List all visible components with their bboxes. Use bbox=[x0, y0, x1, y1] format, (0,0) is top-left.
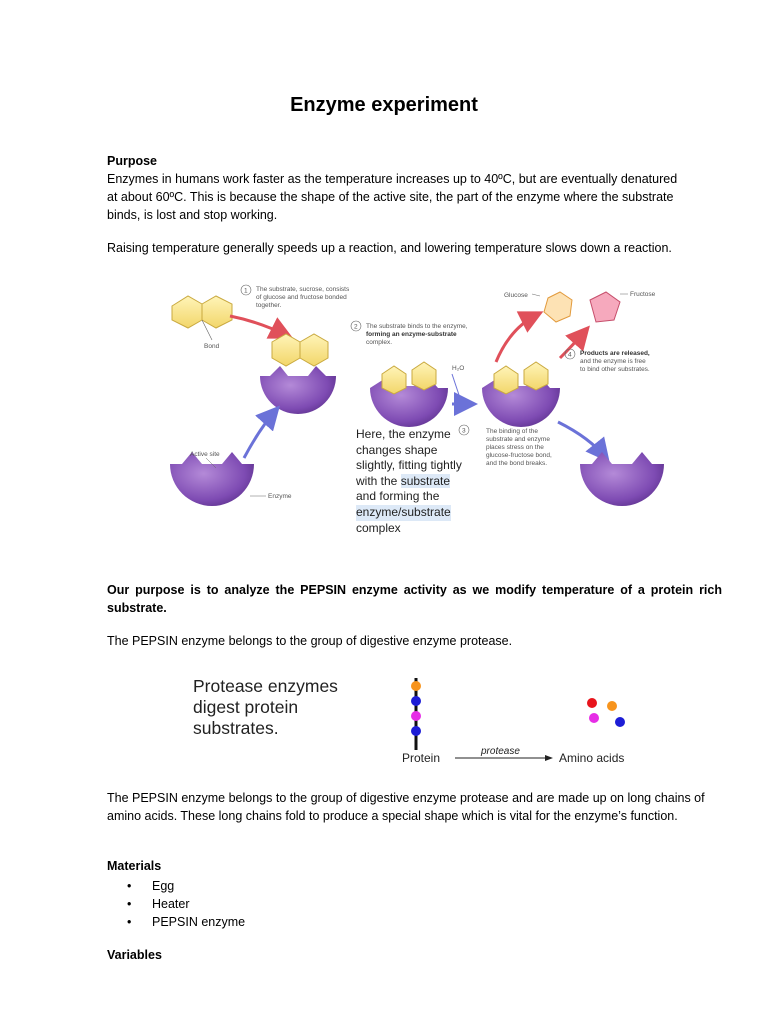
substrate-approaching bbox=[272, 334, 328, 366]
pepsin-detail: The PEPSIN enzyme belongs to the group of digestive enzyme protease and are made up on long chains of amino acids. These long chains fold to produce a special shape which is vital for the enzyme’s function. bbox=[107, 791, 705, 823]
purpose-heading: Purpose bbox=[107, 154, 158, 168]
step-3-text-2: substrate and enzyme bbox=[486, 436, 550, 443]
enzyme-label: Enzyme bbox=[268, 493, 292, 500]
active-site-label: Active site bbox=[190, 451, 220, 458]
glucose-molecule bbox=[544, 292, 572, 322]
variables-heading: Variables bbox=[107, 948, 162, 962]
step-1-text-1: The substrate, sucrose, consists bbox=[256, 286, 350, 293]
arrow-enzyme-up bbox=[244, 410, 276, 458]
protease-label: protease bbox=[481, 746, 520, 757]
enzyme-substrate-diagram bbox=[160, 258, 680, 548]
fructose-molecule bbox=[590, 292, 620, 322]
protein-label: Protein bbox=[402, 751, 441, 765]
enzyme-substrate-complex bbox=[370, 362, 448, 427]
amino-acids bbox=[587, 698, 625, 727]
list-item: • Heater bbox=[107, 895, 245, 913]
list-item: • PEPSIN enzyme bbox=[107, 913, 245, 931]
amino-acids-label: Amino acids bbox=[559, 751, 625, 765]
step-1-number: 1 bbox=[244, 287, 248, 295]
purpose-line-2: at about 60ºC. This is because the shape of the active site, the part of the enzyme where the substrate bbox=[107, 190, 674, 204]
bond-label: Bond bbox=[204, 343, 220, 350]
step-4-text-2: and the enzyme is free bbox=[580, 358, 646, 365]
arrow-to-glucose bbox=[496, 314, 538, 362]
step-2-text-2: forming an enzyme-substrate bbox=[366, 331, 457, 338]
purpose-line-3: binds, is lost and stop working. bbox=[107, 208, 278, 222]
step-1-text-2: of glucose and fructose bonded bbox=[256, 294, 347, 301]
water-label: H₂O bbox=[452, 365, 465, 372]
enzyme-shape-note: Here, the enzyme changes shape slightly, fitting tightly with the substrate and forming the enzyme/substrate complex bbox=[356, 427, 462, 535]
materials-heading: Materials bbox=[107, 859, 162, 873]
enzyme-1 bbox=[260, 366, 336, 414]
step-2-text-3: complex. bbox=[366, 339, 393, 346]
materials-list bbox=[107, 877, 245, 931]
protease-diagram bbox=[185, 668, 645, 780]
glucose-label: Glucose bbox=[504, 292, 528, 299]
sucrose-substrate bbox=[172, 296, 232, 328]
page-title: Enzyme experiment bbox=[290, 94, 478, 116]
step-2-number: 2 bbox=[354, 323, 358, 331]
temperature-statement: Raising temperature generally speeds up a reaction, and lowering temperature slows down a reaction. bbox=[107, 241, 672, 255]
enzyme-active-site bbox=[170, 452, 254, 506]
arrow-enzyme-freed bbox=[558, 422, 606, 458]
enzyme-free bbox=[580, 452, 664, 506]
step-4-number: 4 bbox=[568, 351, 572, 359]
fructose-label: Fructose bbox=[630, 291, 656, 298]
protease-caption: Protease enzymes digest protein substrates. bbox=[193, 676, 338, 738]
step-2-text-1: The substrate binds to the enzyme, bbox=[366, 323, 468, 330]
protein-chain bbox=[411, 678, 421, 750]
step-3-text-1: The binding of the bbox=[486, 428, 539, 435]
step-3-text-3: places stress on the bbox=[486, 444, 544, 451]
broken-complex bbox=[482, 362, 560, 427]
arrow-substrate-to-complex bbox=[230, 316, 288, 336]
purpose-line-1: Enzymes in humans work faster as the temperature increases up to 40ºC, but are eventually denatured bbox=[107, 172, 678, 186]
list-item: • Egg bbox=[107, 877, 245, 895]
step-1-text-3: together. bbox=[256, 302, 282, 309]
step-3-text-5: and the bond breaks. bbox=[486, 460, 548, 467]
step-3-text-4: glucose-fructose bond, bbox=[486, 452, 552, 459]
step-3-number: 3 bbox=[462, 427, 466, 435]
our-purpose-statement: Our purpose is to analyze the PEPSIN enzyme activity as we modify temperature of a protein rich substrate. bbox=[107, 583, 722, 615]
step-4-text-3: to bind other substrates. bbox=[580, 366, 650, 373]
step-4-text-1: Products are released, bbox=[580, 350, 650, 357]
pepsin-intro: The PEPSIN enzyme belongs to the group of digestive enzyme protease. bbox=[107, 634, 513, 648]
